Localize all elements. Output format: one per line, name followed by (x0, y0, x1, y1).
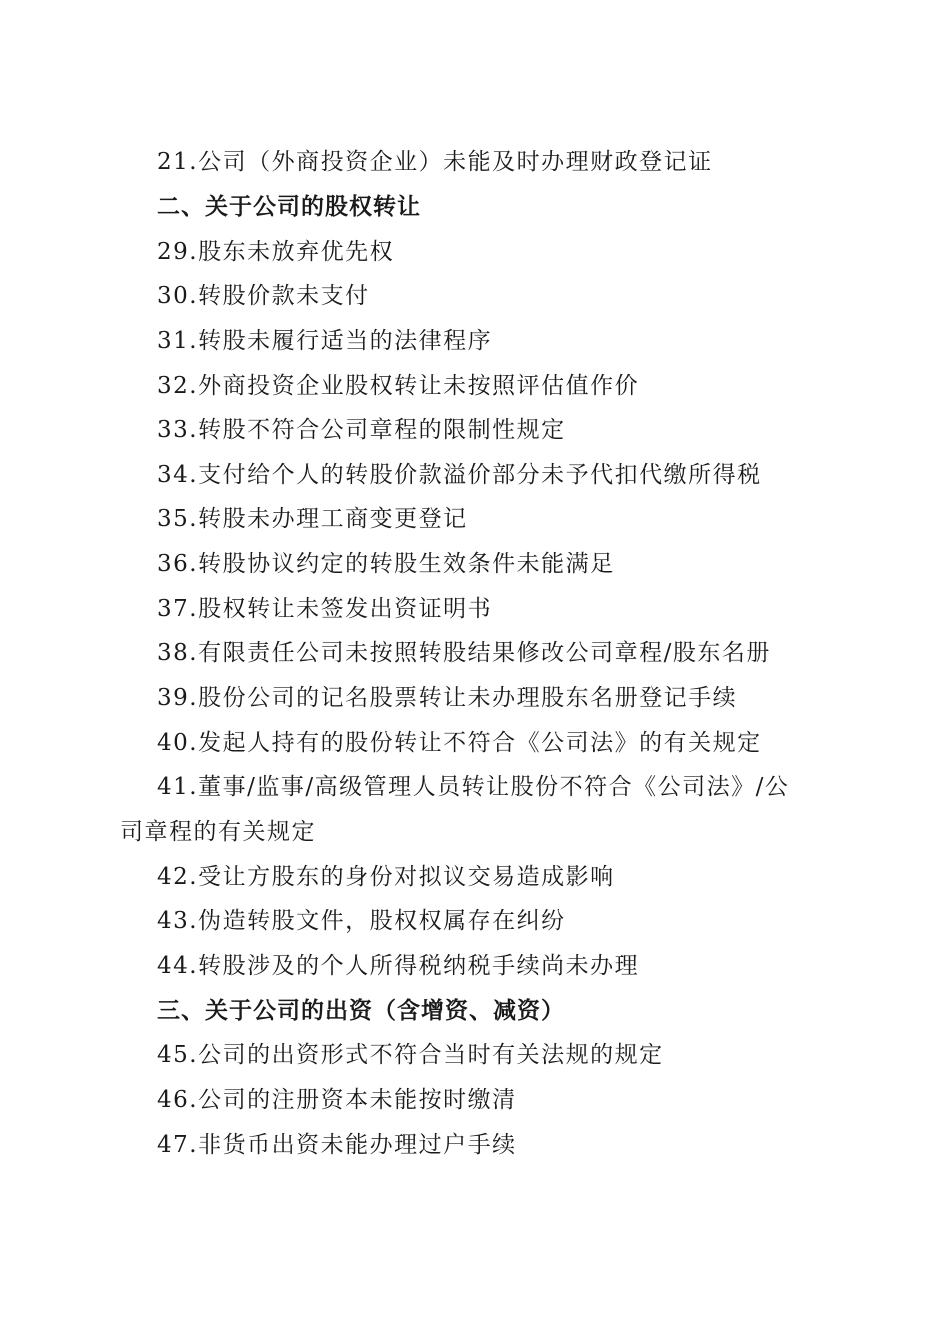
list-item: 36.转股协议约定的转股生效条件未能满足 (157, 551, 615, 577)
list-item: 38.有限责任公司未按照转股结果修改公司章程/股东名册 (157, 640, 771, 666)
list-item: 39.股份公司的记名股票转让未办理股东名册登记手续 (157, 685, 738, 711)
list-item: 32.外商投资企业股权转让未按照评估值作价 (157, 373, 640, 399)
list-item: 34.支付给个人的转股价款溢价部分未予代扣代缴所得税 (157, 462, 762, 488)
list-item: 42.受让方股东的身份对拟议交易造成影响 (157, 864, 615, 890)
list-item: 47.非货币出资未能办理过户手续 (157, 1132, 517, 1158)
section-heading: 三、关于公司的出资（含增资、减资） (157, 998, 565, 1024)
list-item: 41.董事/监事/高级管理人员转让股份不符合《公司法》/公 (157, 774, 790, 800)
list-item: 29.股东未放弃优先权 (157, 239, 395, 265)
list-item: 35.转股未办理工商变更登记 (157, 506, 468, 532)
list-item: 46.公司的注册资本未能按时缴清 (157, 1087, 517, 1113)
list-item: 44.转股涉及的个人所得税纳税手续尚未办理 (157, 953, 640, 979)
list-item: 40.发起人持有的股份转让不符合《公司法》的有关规定 (157, 730, 762, 756)
section-heading: 二、关于公司的股权转让 (157, 194, 421, 220)
list-item: 30.转股价款未支付 (157, 283, 370, 309)
list-item: 33.转股不符合公司章程的限制性规定 (157, 417, 566, 443)
list-item: 45.公司的出资形式不符合当时有关法规的规定 (157, 1042, 664, 1068)
list-item: 43.伪造转股文件，股权权属存在纠纷 (157, 908, 566, 934)
list-item: 21.公司（外商投资企业）未能及时办理财政登记证 (157, 149, 713, 175)
list-item: 31.转股未履行适当的法律程序 (157, 328, 493, 354)
list-item: 37.股权转让未签发出资证明书 (157, 596, 493, 622)
list-item-continuation: 司章程的有关规定 (120, 819, 316, 845)
